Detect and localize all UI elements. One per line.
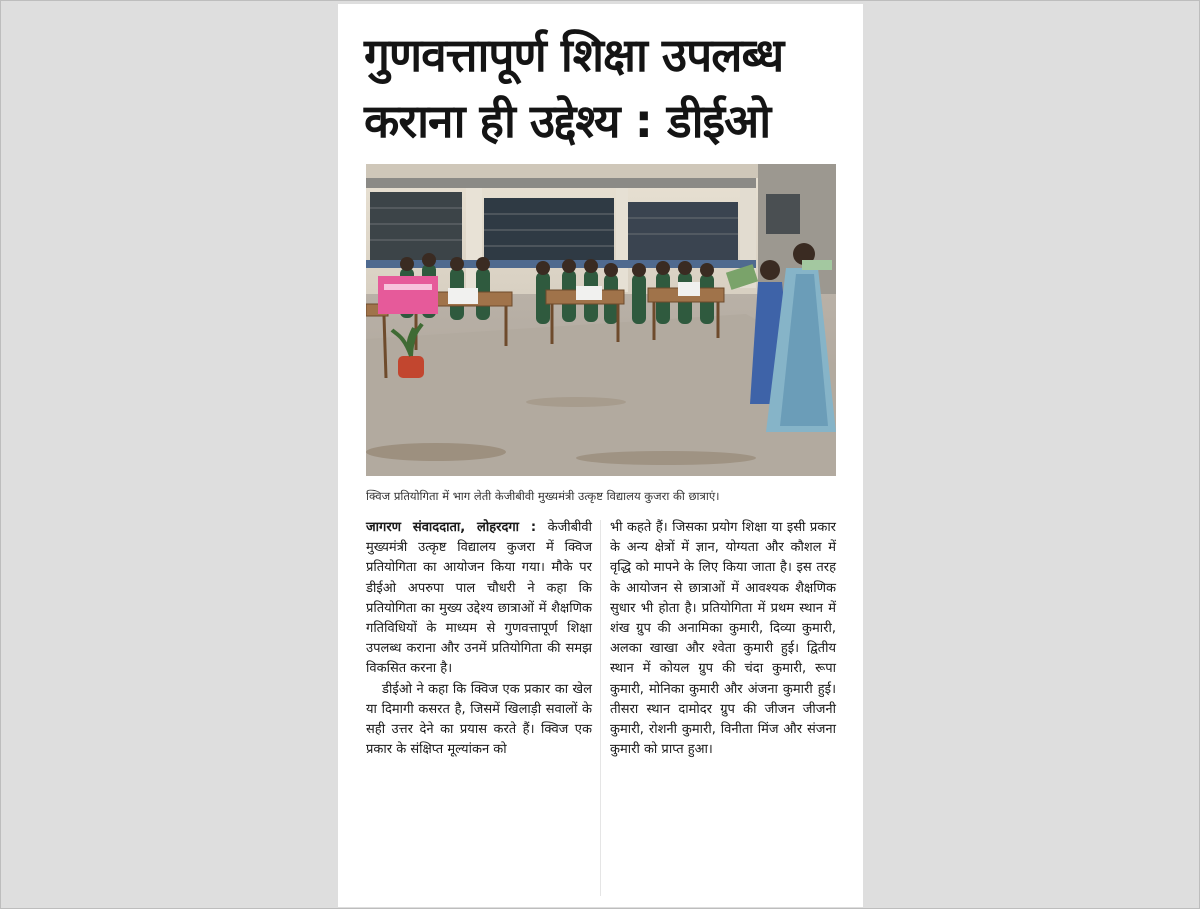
newspaper-clipping <box>338 4 863 907</box>
photo-caption: क्विज प्रतियोगिता में भाग लेती केजीबीवी मुख्यमंत्री उत्कृष्ट विद्यालय कुजरा की छात्राएं। <box>366 489 720 503</box>
article-column-right <box>610 518 836 760</box>
paragraph-1-text: केजीबीवी मुख्यमंत्री उत्कृष्ट विद्यालय कुजरा में क्विज प्रतियोगिता का आयोजन किया गया। मौके पर डीईओ अपरुपा पाल चौधरी ने कहा कि प्रतियोगिता का मुख्य उद्देश्य छात्राओं में शैक्षणिक गतिविधियों के माध्यम से गुणवत्तापूर्ण शिक्षा उपलब्ध कराना और उनमें प्रतियोगिता की समझ विकसित करना है। <box>366 520 592 677</box>
article-paragraph-2: डीईओ ने कहा कि क्विज एक प्रकार का खेल या दिमागी कसरत है, जिसमें खिलाड़ी सवालों के सही उत्तर देने का प्रयास करते हैं। क्विज एक प्रकार के संक्षिप्त मूल्यांकन को <box>366 681 592 758</box>
article-paragraph-3: भी कहते हैं। जिसका प्रयोग शिक्षा या इसी प्रकार के अन्य क्षेत्रों में ज्ञान, योग्यता और कौशल में वृद्धि को मापने के लिए किया जाता है। इस तरह के आयोजन से छात्राओं में आवश्यक शैक्षणिक सुधार भी होता है। प्रतियोगिता में प्रथम स्थान में शंख ग्रुप की अनामिका कुमारी, दिव्या कुमारी, अलका खाखा और श्वेता कुमारी हुई। द्वितीय स्थान में कोयल ग्रुप की चंदा कुमारी, रूपा कुमारी, मोनिका कुमारी और अंजना कुमारी हुई। तीसरा स्थान दामोदर ग्रुप की जीजन जीजनी कुमारी, रोशनी कुमारी, विनीता मिंज और संजना कुमारी को प्राप्त हुआ। <box>610 520 836 758</box>
article-photo <box>366 164 836 476</box>
headline-line-2: कराना ही उद्देश्य : डीईओ <box>364 94 771 148</box>
column-divider <box>600 520 601 896</box>
article-headline <box>364 22 844 154</box>
article-paragraph-1 <box>366 518 592 680</box>
article-byline: जागरण संवाददाता, लोहरदगा : <box>366 520 537 535</box>
headline-line-1: गुणवत्तापूर्ण शिक्षा उपलब्ध <box>364 28 784 82</box>
article-column-left <box>366 518 592 760</box>
